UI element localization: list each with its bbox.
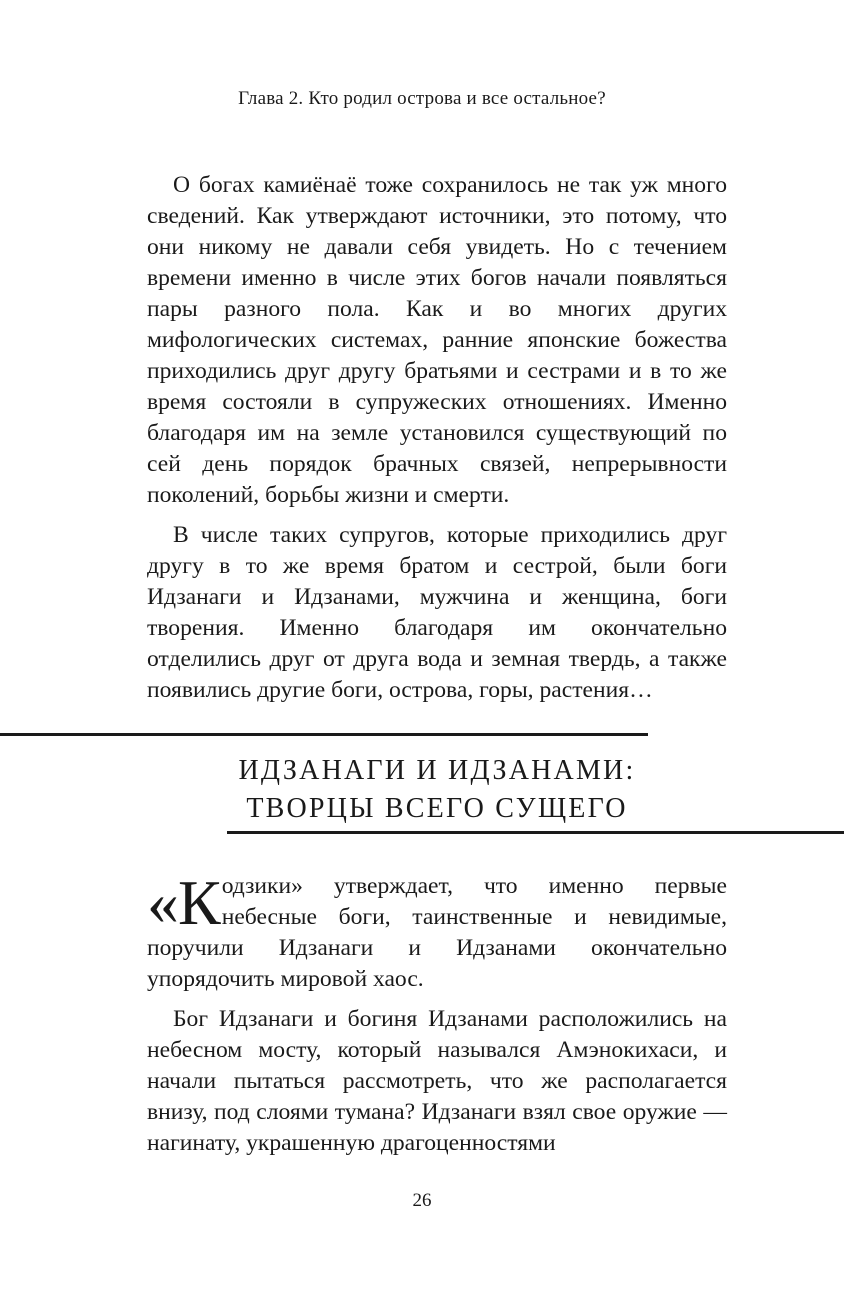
section-title-line: ИДЗАНАГИ И ИДЗАНАМИ: [238, 755, 636, 786]
paragraph: О богах камиёнаё тоже сохранилось не так уж много сведений. Как утверждают источники, это потому, что они никому не давали себя увидеть. Но с течением времени именно в числе этих богов начали появляться пары разного пола. Как и во многих других мифологических системах, ранние японские божества приходились друг другу братьями и сестрами и в то же время состояли в супружеских отношениях. Именно благодаря им на земле установился существующий по сей день порядок брачных связей, непрерывности поколений, борьбы жизни и смерти. [147, 172, 727, 508]
paragraph: В числе таких супругов, которые приходились друг другу в то же время братом и сестрой, были боги Идзанаги и Идзанами, мужчина и женщина, боги творения. Именно благодаря им окончательно отделились друг от друга вода и земная твердь, а также появились другие боги, острова, горы, растения… [147, 522, 727, 703]
page-number: 26 [412, 1190, 432, 1211]
running-head: Глава 2. Кто родил острова и все остальное? [238, 88, 606, 109]
section-text [147, 867, 727, 1159]
drop-cap: «К [147, 867, 220, 938]
section-title-line: ТВОРЦЫ ВСЕГО СУЩЕГО [246, 793, 628, 824]
paragraph [147, 867, 727, 995]
section-title [227, 752, 647, 828]
paragraph-text: одзики» утверждает, что именно первые небесные боги, таинственные и невидимые, поручили Идзанаги и Идзанами окончательно упорядочить мировой хаос. [147, 873, 727, 992]
intro-text [147, 170, 727, 706]
section-rule-top [0, 733, 648, 736]
paragraph: Бог Идзанаги и богиня Идзанами расположились на небесном мосту, который назывался Амэнокихаси, и начали пытаться рассмотреть, что же располагается внизу, под слоями тумана? Идзанаги взял свое оружие — нагинату, украшенную драгоценностями [147, 1006, 727, 1156]
section-rule-bottom [227, 831, 844, 834]
